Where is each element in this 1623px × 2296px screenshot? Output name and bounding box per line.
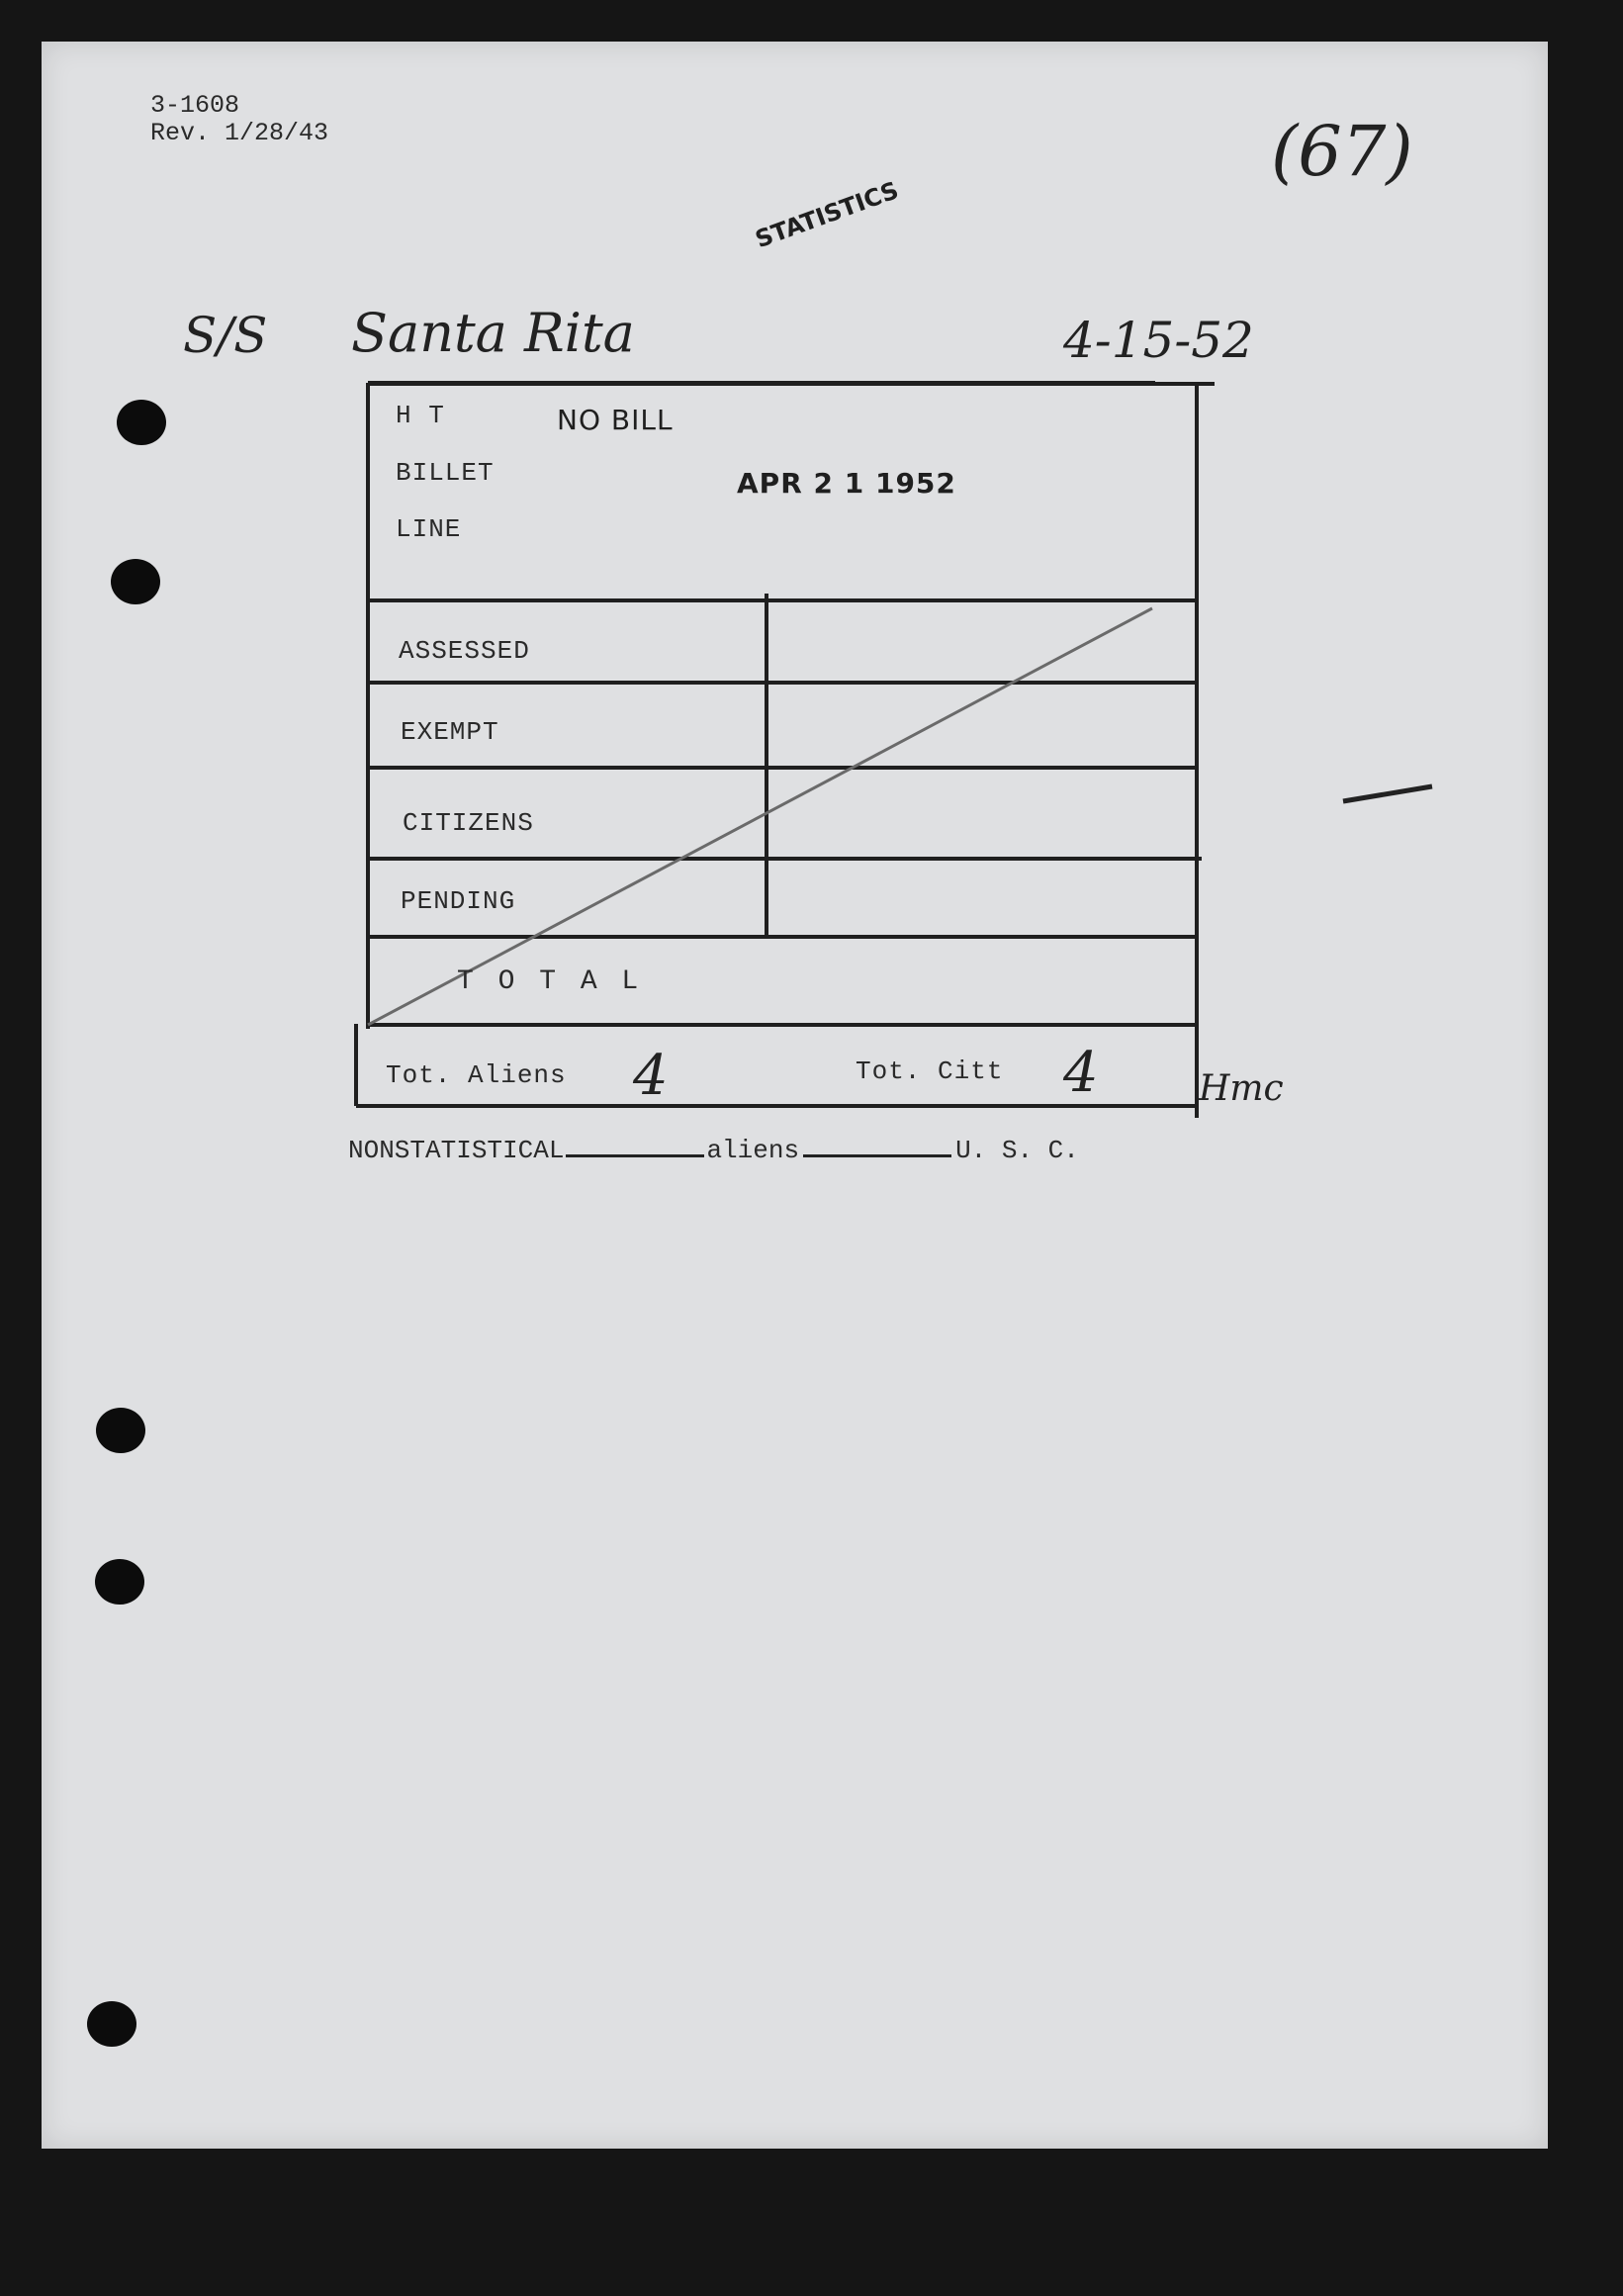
no-bill-stamp: NO BILL [557, 404, 674, 436]
total-aliens-label: Tot. Aliens [386, 1060, 567, 1090]
row-label-pending: PENDING [401, 886, 516, 916]
nonstatistical-label: NONSTATISTICAL [348, 1136, 565, 1165]
blank-line [566, 1154, 704, 1157]
aliens-label: aliens [706, 1136, 800, 1165]
ht-label: H T [396, 401, 445, 430]
total-citizens-label: Tot. Citt [856, 1056, 1004, 1086]
date-received-stamp: APR 2 1 1952 [737, 467, 956, 500]
handwritten-date: 4-15-52 [1063, 312, 1254, 369]
line-label: LINE [396, 514, 462, 544]
usc-label: U. S. C. [955, 1136, 1079, 1165]
nonstatistical-line [348, 1136, 1079, 1165]
row-label-exempt: EXEMPT [401, 717, 499, 747]
vessel-prefix: S/S [183, 307, 268, 364]
total-aliens-value: 4 [633, 1044, 669, 1108]
page-number: (67) [1271, 111, 1413, 192]
form-number: 3-1608 [150, 91, 240, 120]
vessel-name: Santa Rita [351, 302, 635, 364]
total-label: T O T A L [457, 966, 643, 997]
handwritten-initials: Hmc [1199, 1068, 1284, 1109]
blank-line [803, 1154, 951, 1157]
billet-label: BILLET [396, 458, 495, 488]
statistics-stamp: STATISTICS [752, 176, 903, 254]
total-citizens-value: 4 [1063, 1041, 1099, 1105]
form-revision: Rev. 1/28/43 [150, 119, 329, 147]
row-label-assessed: ASSESSED [399, 636, 530, 666]
row-label-citizens: CITIZENS [403, 808, 534, 838]
